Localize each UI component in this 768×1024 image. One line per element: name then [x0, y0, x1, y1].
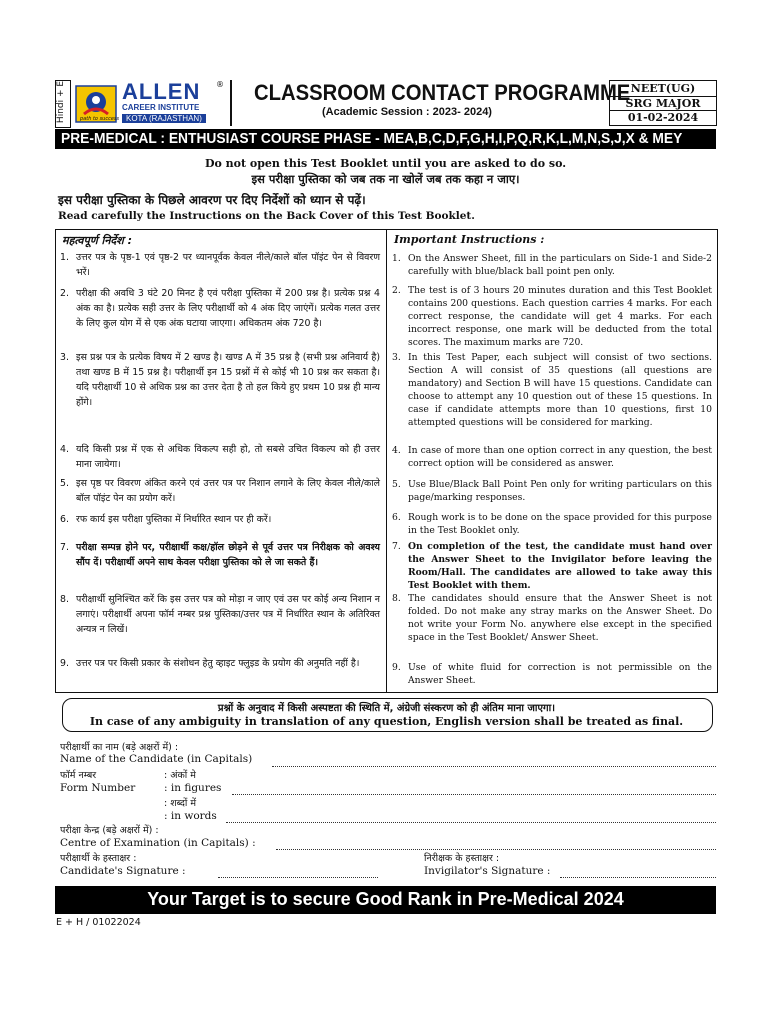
intro-do-not-open-en: Do not open this Test Booklet until you are asked to do so.: [204, 157, 567, 170]
invigilator-signature-label-hi: निरीक्षक के हस्ताक्षर :: [424, 853, 500, 864]
academic-session: (Academic Session : 2023- 2024): [322, 106, 492, 118]
invigilator-signature-field[interactable]: [560, 877, 716, 878]
invigilator-signature-label: Invigilator's Signature :: [424, 865, 551, 877]
exam-centre-label-hi: परीक्षा केन्द्र (बड़े अक्षरों में) :: [60, 825, 159, 836]
english-instruction-item: 6. Rough work is to be done on the space provided for this purpose in the Test Booklet only.: [392, 512, 712, 536]
candidate-name-label-hi: परीक्षार्थी का नाम (बड़े अक्षरों में) :: [60, 742, 179, 753]
hindi-instruction-item: 4. यदि किसी प्रश्न में एक से अधिक विकल्प सही हो, तो सबसे उचित विकल्प को ही उत्तर माना जायेगा।: [60, 444, 380, 470]
english-instruction-item: 3. In this Test Paper, each subject will consist of two sections. Section A will consist of 35 questions (all questions are mandatory) and Section B will have 15 questions. Candidate can choose to attempt any 10 question out of these 15 questions. In case if candidate attempts more than 10 questions, first 10 attempted questions will be considered for marking.: [392, 352, 712, 428]
ambiguity-note-en: In case of any ambiguity in translation of any question, English version shall be treated as final.: [89, 715, 684, 728]
form-number-label-hi: फॉर्म नम्बर: [60, 770, 97, 781]
exam-centre-label: Centre of Examination (in Capitals) :: [60, 837, 256, 849]
exam-centre-field[interactable]: [276, 849, 716, 850]
hindi-instruction-item: 6. रफ कार्य इस परीक्षा पुस्तिका में निर्धारित स्थान पर ही करें।: [60, 514, 272, 525]
hindi-instruction-item: 7. परीक्षा सम्पन्न होने पर, परीक्षार्थी कक्ष/हॉल छोड़ने से पूर्व उत्तर पत्र निरीक्षक को अवश्य सौंप दें। परीक्षार्थी अपने साथ केवल परीक्षा पुस्तिका को ले जा सकते हैं।: [60, 542, 380, 568]
programme-title: CLASSROOM CONTACT PROGRAMME: [254, 80, 631, 105]
in-figures-label-hi: : अंकों मे: [164, 770, 196, 781]
intro-read-back-cover-hi: इस परीक्षा पुस्तिका के पिछले आवरण पर दिए निर्देशों को ध्यान से पढ़ें।: [58, 193, 366, 207]
hindi-instruction-item: 1. उत्तर पत्र के पृष्ठ-1 एवं पृष्ठ-2 पर ध्यानपूर्वक केवल नीले/काले बॉल पॉइंट पेन से विवरण भरें।: [60, 252, 380, 278]
in-figures-label: : in figures: [164, 782, 222, 794]
english-instruction-item: 4. In case of more than one option correct in any question, the best correct option will be considered as answer.: [392, 445, 712, 469]
form-number-words-field[interactable]: [226, 822, 716, 823]
form-number-label: Form Number: [60, 782, 136, 794]
target-banner-text: Your Target is to secure Good Rank in Pre-Medical 2024: [147, 889, 624, 909]
exam-code-box: [609, 80, 717, 126]
logo-name: ALLEN: [122, 79, 201, 104]
english-instruction-item: 1. On the Answer Sheet, fill in the particulars on Side-1 and Side-2 carefully with blue/black ball point pen only.: [392, 253, 712, 277]
test-series: SRG MAJOR: [610, 96, 716, 111]
candidate-signature-field[interactable]: [218, 877, 378, 878]
exam-type: NEET(UG): [630, 82, 696, 95]
english-instruction-item: 2. The test is of 3 hours 20 minutes duration and this Test Booklet contains 200 questions. Each question carries 4 marks. For each correct response, the candidate will get 4 marks. For each incorrect response, one mark will be deducted from the total scores. The maximum marks are 720.: [392, 285, 712, 348]
hindi-instruction-item: 2. परीक्षा की अवधि 3 घंटे 20 मिनट है एवं परीक्षा पुस्तिका में 200 प्रश्न है। प्रत्येक प्रश्न 4 अंक का है। प्रत्येक सही उत्तर के लिए परीक्षार्थी को 4 अंक दिए जाएंगें। प्रत्येक गलत उत्तर के लिए कुल योग में से एक अंक घटाया जाएगा। अधिकतम अंक 720 है।: [60, 288, 380, 329]
english-instruction-item: 9. Use of white fluid for correction is not permissible on the Answer Sheet.: [392, 662, 712, 686]
form-number-figures-field[interactable]: [232, 794, 716, 795]
registered-mark: ®: [216, 80, 224, 89]
english-instruction-item: 5. Use Blue/Black Ball Point Pen only for writing particulars on this page/marking responses.: [392, 479, 712, 503]
column-divider: [386, 229, 387, 693]
logo-tagline: path to success: [80, 116, 120, 122]
candidate-signature-label: Candidate's Signature :: [60, 865, 186, 877]
hindi-instruction-item: 5. इस पृष्ठ पर विवरण अंकित करने एवं उत्तर पत्र पर निशान लगाने के लिए केवल नीले/काले बॉल पॉइंट पेन का प्रयोग करें।: [60, 478, 380, 504]
hindi-instruction-item: 3. इस प्रश्न पत्र के प्रत्येक विषय में 2 खण्ड है। खण्ड A में 35 प्रश्न है (सभी प्रश्न अनिवार्य है) तथा खण्ड B में 15 प्रश्न है। परीक्षार्थी इन 15 प्रश्नों में से कोई भी 10 प्रश्न कर सकता है। यदि परीक्षार्थी 10 से अधिक प्रश्न का उत्तर देता है तो हल किये हुए प्रथम 10 प्रश्न ही मान्य होंगे।: [60, 352, 380, 408]
hindi-instruction-item: 8. परीक्षार्थी सुनिश्चित करें कि इस उत्तर पत्र को मोड़ा न जाए एवं उस पर कोई अन्य निशान न लगाएं। परीक्षार्थी अपना फॉर्म नम्बर प्रश्न पुस्तिका/उत्तर पत्र में निर्धारित स्थान के अतिरिक्त अन्यत्र न लिखें।: [60, 594, 380, 635]
in-words-label-hi: : शब्दों में: [164, 798, 197, 809]
document-code: E + H / 01022024: [56, 917, 141, 928]
hindi-instructions-heading: महत्वपूर्ण निर्देश :: [62, 234, 132, 247]
logo-location: KOTA (RAJASTHAN): [122, 114, 206, 123]
hindi-instruction-item: 9. उत्तर पत्र पर किसी प्रकार के संशोधन हेतु व्हाइट फ्लुइड के प्रयोग की अनुमति नहीं है।: [60, 658, 360, 669]
logo-subtitle: CAREER INSTITUTE: [122, 103, 200, 112]
ambiguity-note-hi: प्रश्नों के अनुवाद में किसी अस्पष्टता की स्थिति में, अंग्रेजी संस्करण को ही अंतिम माना जाएगा।: [217, 703, 556, 714]
candidate-signature-label-hi: परीक्षार्थी के हस्ताक्षर :: [60, 853, 137, 864]
test-date: 01-02-2024: [627, 111, 699, 124]
language-tag: Hindi + E: [55, 80, 71, 128]
candidate-name-field[interactable]: [272, 766, 716, 767]
english-instruction-item: 8. The candidates should ensure that the Answer Sheet is not folded. Do not make any stray marks on the Answer Sheet. Do not write your Form No. anywhere else except in the specified space in the Test Booklet/ Answer Sheet.: [392, 593, 712, 643]
in-words-label: : in words: [164, 810, 217, 822]
english-instructions-heading: Important Instructions :: [394, 233, 545, 246]
english-instruction-item: 7. On completion of the test, the candidate must hand over the Answer Sheet to the Invigilator before leaving the Room/Hall. The candidates are allowed to take away this Test Booklet with them.: [392, 541, 712, 591]
candidate-name-label: Name of the Candidate (in Capitals): [60, 753, 253, 765]
course-banner: PRE-MEDICAL : ENTHUSIAST COURSE PHASE - MEA,B,C,D,F,G,H,I,P,Q,R,K,L,M,N,S,J,X & MEY: [55, 129, 716, 149]
intro-read-back-cover-en: Read carefully the Instructions on the Back Cover of this Test Booklet.: [58, 210, 475, 222]
intro-do-not-open-hi: इस परीक्षा पुस्तिका को जब तक ना खोलें जब तक कहा न जाए।: [251, 172, 520, 186]
